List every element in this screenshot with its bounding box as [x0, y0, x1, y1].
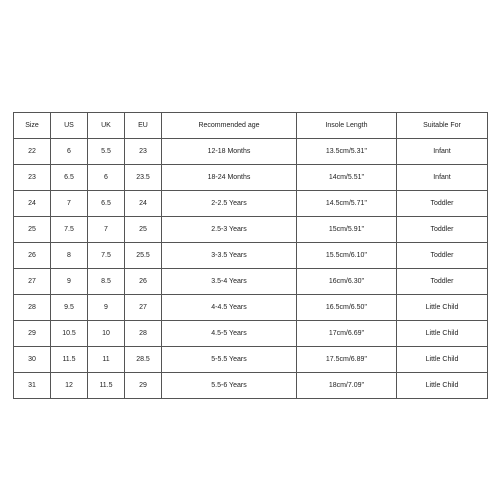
column-header-us: US — [51, 113, 88, 139]
cell-us: 11.5 — [51, 347, 88, 373]
cell-us: 10.5 — [51, 321, 88, 347]
table-row — [14, 269, 488, 295]
cell-suitable-for: Toddler — [397, 243, 488, 269]
cell-us: 7.5 — [51, 217, 88, 243]
cell-recommended-age: 5.5-6 Years — [162, 373, 297, 399]
cell-uk: 11.5 — [88, 373, 125, 399]
cell-suitable-for: Toddler — [397, 217, 488, 243]
cell-suitable-for: Toddler — [397, 191, 488, 217]
column-header-recommended-age: Recommended age — [162, 113, 297, 139]
size-chart-table — [13, 112, 488, 399]
cell-eu: 28.5 — [125, 347, 162, 373]
cell-uk: 5.5 — [88, 139, 125, 165]
cell-suitable-for: Little Child — [397, 295, 488, 321]
column-header-suitable-for: Suitable For — [397, 113, 488, 139]
table-row — [14, 139, 488, 165]
cell-recommended-age: 3.5-4 Years — [162, 269, 297, 295]
cell-uk: 9 — [88, 295, 125, 321]
cell-insole-length: 14cm/5.51'' — [297, 165, 397, 191]
cell-eu: 26 — [125, 269, 162, 295]
cell-eu: 24 — [125, 191, 162, 217]
cell-recommended-age: 2-2.5 Years — [162, 191, 297, 217]
table-row — [14, 321, 488, 347]
cell-recommended-age: 3-3.5 Years — [162, 243, 297, 269]
cell-size: 28 — [14, 295, 51, 321]
cell-suitable-for: Infant — [397, 165, 488, 191]
cell-insole-length: 13.5cm/5.31'' — [297, 139, 397, 165]
cell-us: 8 — [51, 243, 88, 269]
cell-suitable-for: Toddler — [397, 269, 488, 295]
cell-size: 22 — [14, 139, 51, 165]
table-row — [14, 243, 488, 269]
column-header-insole-length: Insole Length — [297, 113, 397, 139]
cell-size: 26 — [14, 243, 51, 269]
cell-us: 7 — [51, 191, 88, 217]
column-header-uk: UK — [88, 113, 125, 139]
cell-insole-length: 17cm/6.69'' — [297, 321, 397, 347]
cell-recommended-age: 2.5-3 Years — [162, 217, 297, 243]
cell-insole-length: 15cm/5.91'' — [297, 217, 397, 243]
cell-suitable-for: Infant — [397, 139, 488, 165]
cell-size: 25 — [14, 217, 51, 243]
cell-uk: 6 — [88, 165, 125, 191]
cell-insole-length: 16.5cm/6.50'' — [297, 295, 397, 321]
cell-eu: 25 — [125, 217, 162, 243]
table-header — [14, 113, 488, 139]
header-row — [14, 113, 488, 139]
cell-us: 12 — [51, 373, 88, 399]
cell-size: 23 — [14, 165, 51, 191]
cell-size: 29 — [14, 321, 51, 347]
cell-size: 24 — [14, 191, 51, 217]
cell-insole-length: 17.5cm/6.89'' — [297, 347, 397, 373]
cell-uk: 8.5 — [88, 269, 125, 295]
cell-recommended-age: 5-5.5 Years — [162, 347, 297, 373]
cell-size: 27 — [14, 269, 51, 295]
table-row — [14, 191, 488, 217]
cell-eu: 23 — [125, 139, 162, 165]
cell-us: 6.5 — [51, 165, 88, 191]
cell-us: 9.5 — [51, 295, 88, 321]
cell-uk: 7.5 — [88, 243, 125, 269]
cell-suitable-for: Little Child — [397, 347, 488, 373]
cell-recommended-age: 12-18 Months — [162, 139, 297, 165]
cell-eu: 25.5 — [125, 243, 162, 269]
cell-recommended-age: 4-4.5 Years — [162, 295, 297, 321]
cell-eu: 28 — [125, 321, 162, 347]
cell-uk: 6.5 — [88, 191, 125, 217]
cell-insole-length: 16cm/6.30'' — [297, 269, 397, 295]
cell-eu: 29 — [125, 373, 162, 399]
table-body — [14, 139, 488, 399]
cell-uk: 10 — [88, 321, 125, 347]
table-row — [14, 217, 488, 243]
cell-recommended-age: 4.5-5 Years — [162, 321, 297, 347]
cell-suitable-for: Little Child — [397, 321, 488, 347]
cell-insole-length: 15.5cm/6.10'' — [297, 243, 397, 269]
table-row — [14, 373, 488, 399]
cell-suitable-for: Little Child — [397, 373, 488, 399]
column-header-eu: EU — [125, 113, 162, 139]
cell-eu: 23.5 — [125, 165, 162, 191]
cell-us: 9 — [51, 269, 88, 295]
cell-uk: 11 — [88, 347, 125, 373]
table-row — [14, 165, 488, 191]
table-row — [14, 347, 488, 373]
cell-size: 31 — [14, 373, 51, 399]
cell-eu: 27 — [125, 295, 162, 321]
column-header-size: Size — [14, 113, 51, 139]
cell-us: 6 — [51, 139, 88, 165]
cell-size: 30 — [14, 347, 51, 373]
cell-insole-length: 14.5cm/5.71'' — [297, 191, 397, 217]
cell-recommended-age: 18-24 Months — [162, 165, 297, 191]
cell-uk: 7 — [88, 217, 125, 243]
table-row — [14, 295, 488, 321]
cell-insole-length: 18cm/7.09'' — [297, 373, 397, 399]
